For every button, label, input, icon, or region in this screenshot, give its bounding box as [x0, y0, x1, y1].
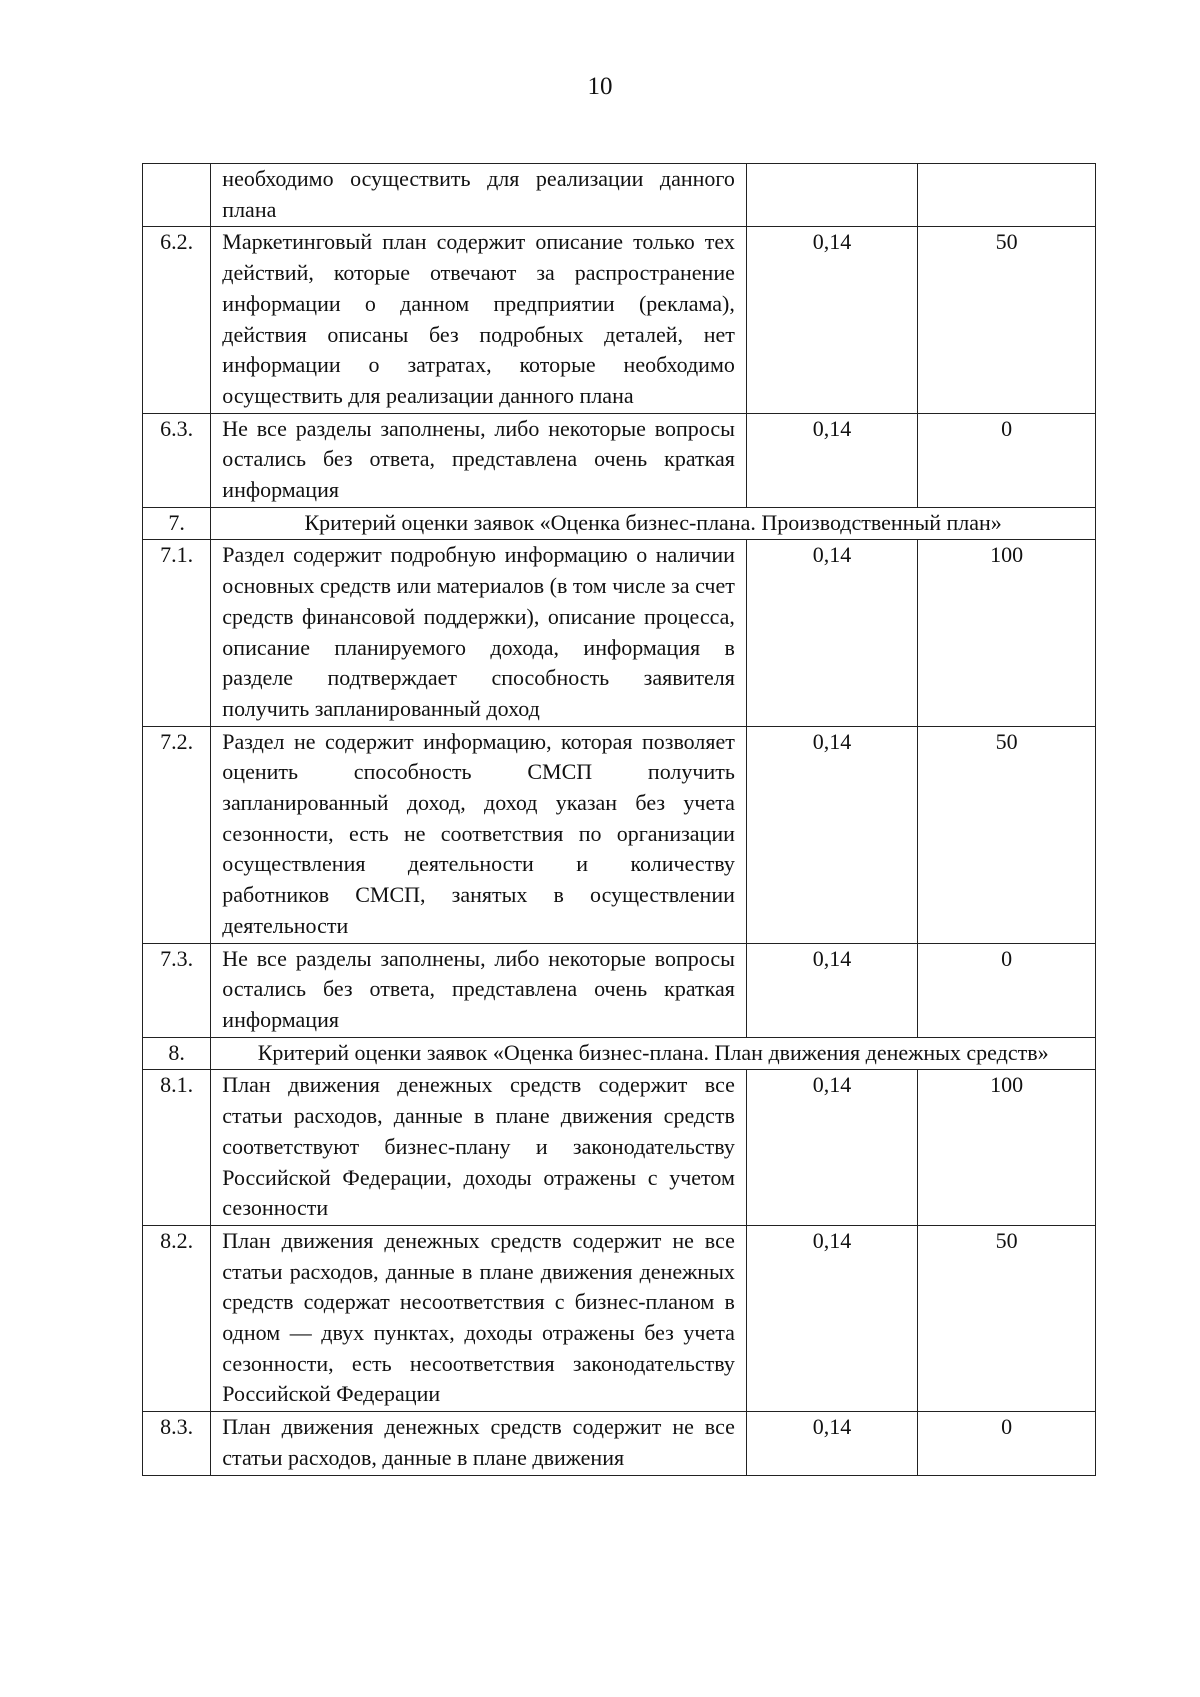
table-row	[143, 726, 1096, 943]
row-number: 7.2.	[143, 726, 211, 943]
row-score: 50	[918, 1225, 1096, 1411]
row-weight: 0,14	[746, 540, 917, 726]
row-weight: 0,14	[746, 1225, 917, 1411]
row-description: План движения денежных средств содержит не все статьи расходов, данные в плане движения денежных средств содержат несоответствия с бизнес-планом в одном — двух пунктах, доходы отражены без учета сезонности, есть несоответствия законодательству Российской Федерации	[211, 1225, 747, 1411]
row-description: Не все разделы заполнены, либо некоторые вопросы остались без ответа, представлена очень краткая информация	[211, 413, 747, 507]
section-number: 7.	[143, 507, 211, 540]
row-score: 0	[918, 943, 1096, 1037]
row-weight: 0,14	[746, 1412, 917, 1475]
table-row	[143, 413, 1096, 507]
row-score: 100	[918, 540, 1096, 726]
row-score: 50	[918, 726, 1096, 943]
page-number: 10	[587, 73, 613, 100]
row-score: 0	[918, 413, 1096, 507]
section-header-row	[143, 507, 1096, 540]
row-weight: 0,14	[746, 943, 917, 1037]
row-number: 8.1.	[143, 1070, 211, 1226]
row-number: 7.3.	[143, 943, 211, 1037]
row-weight: 0,14	[746, 726, 917, 943]
section-title: Критерий оценки заявок «Оценка бизнес-плана. Производственный план»	[211, 507, 1096, 540]
row-score: 100	[918, 1070, 1096, 1226]
row-score: 50	[918, 227, 1096, 413]
section-number: 8.	[143, 1037, 211, 1070]
row-weight	[746, 164, 917, 227]
row-description: Раздел не содержит информацию, которая позволяет оценить способность СМСП получить запланированный доход, доход указан без учета сезонности, есть не соответствия по организации осуществления деятельности и количеству работников СМСП, занятых в осуществлении деятельности	[211, 726, 747, 943]
row-weight: 0,14	[746, 1070, 917, 1226]
row-number	[143, 164, 211, 227]
row-description: Маркетинговый план содержит описание только тех действий, которые отвечают за распространение информации о данном предприятии (реклама), действия описаны без подробных деталей, нет информации о затратах, которые необходимо осуществить для реализации данного плана	[211, 227, 747, 413]
row-description: План движения денежных средств содержит все статьи расходов, данные в плане движения средств соответствуют бизнес-плану и законодательству Российской Федерации, доходы отражены с учетом сезонности	[211, 1070, 747, 1226]
row-description: Не все разделы заполнены, либо некоторые вопросы остались без ответа, представлена очень краткая информация	[211, 943, 747, 1037]
criteria-table	[142, 163, 1096, 1476]
row-score	[918, 164, 1096, 227]
row-description: необходимо осуществить для реализации данного плана	[211, 164, 747, 227]
row-weight: 0,14	[746, 413, 917, 507]
section-title: Критерий оценки заявок «Оценка бизнес-плана. План движения денежных средств»	[211, 1037, 1096, 1070]
row-number: 6.3.	[143, 413, 211, 507]
table-row	[143, 164, 1096, 227]
row-number: 7.1.	[143, 540, 211, 726]
table-row	[143, 227, 1096, 413]
row-description: Раздел содержит подробную информацию о наличии основных средств или материалов (в том числе за счет средств финансовой поддержки), описание процесса, описание планируемого дохода, информация в разделе подтверждает способность заявителя получить запланированный доход	[211, 540, 747, 726]
row-number: 6.2.	[143, 227, 211, 413]
row-number: 8.3.	[143, 1412, 211, 1475]
table-row	[143, 1412, 1096, 1475]
row-score: 0	[918, 1412, 1096, 1475]
table-row	[143, 540, 1096, 726]
table-row	[143, 943, 1096, 1037]
section-header-row	[143, 1037, 1096, 1070]
row-description: План движения денежных средств содержит не все статьи расходов, данные в плане движения	[211, 1412, 747, 1475]
row-weight: 0,14	[746, 227, 917, 413]
row-number: 8.2.	[143, 1225, 211, 1411]
table-row	[143, 1070, 1096, 1226]
table-row	[143, 1225, 1096, 1411]
